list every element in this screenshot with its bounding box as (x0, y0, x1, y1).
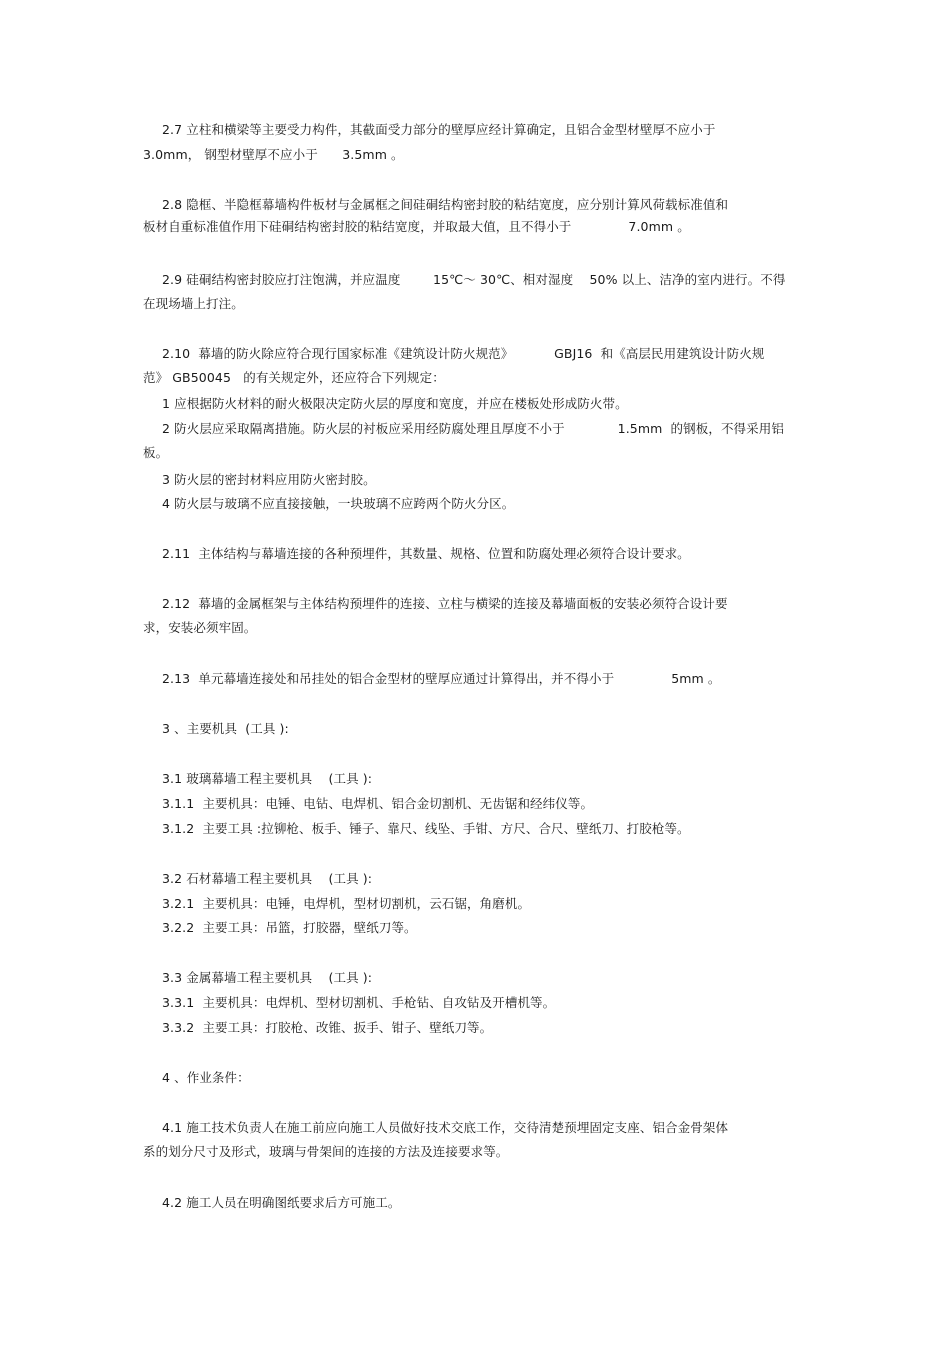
text-line: 2 防火层应采取隔离措施。防火层的衬板应采用经防腐处理且厚度不小于 1.5mm 的钢板，不得采用铝 (162, 421, 784, 436)
section-heading: 3 、主要机具 (工具 ): (162, 721, 289, 736)
text-line: 求，安装必须牢固。 (143, 620, 257, 635)
text-line: 3 防火层的密封材料应用防火密封胶。 (162, 472, 376, 487)
text-line: 4 防火层与玻璃不应直接接触，一块玻璃不应跨两个防火分区。 (162, 496, 515, 511)
text-line: 在现场墙上打注。 (143, 296, 244, 311)
text-line: 系的划分尺寸及形式，玻璃与骨架间的连接的方法及连接要求等。 (143, 1144, 509, 1159)
text-line: 2.13 单元幕墙连接处和吊挂处的铝合金型材的壁厚应通过计算得出，并不得小于 5mm 。 (162, 671, 721, 686)
text-line: 4.2 施工人员在明确图纸要求后方可施工。 (162, 1195, 401, 1210)
section-heading: 4 、作业条件： (162, 1070, 250, 1085)
text-line: 3.1.2 主要工具 :拉铆枪、板手、锤子、靠尺、线坠、手钳、方尺、合尺、壁纸刀、打胶枪等。 (162, 821, 690, 836)
text-line: 2.8 隐框、半隐框幕墙构件板材与金属框之间硅硐结构密封胶的粘结宽度，应分别计算风荷载标准值和 (162, 197, 729, 212)
text-line: 板。 (143, 445, 169, 460)
text-line: 3.0mm， 钢型材壁厚不应小于 3.5mm 。 (143, 147, 404, 162)
text-line: 2.11 主体结构与幕墙连接的各种预埋件，其数量、规格、位置和防腐处理必须符合设计要求。 (162, 546, 690, 561)
text-line: 3.2.2 主要工具：吊篮，打胶器，壁纸刀等。 (162, 920, 417, 935)
text-line: 3.1.1 主要机具：电锤、电钻、电焊机、铝合金切割机、无齿锯和经纬仪等。 (162, 796, 594, 811)
text-line: 范》 GB50045 的有关规定外，还应符合下列规定： (143, 370, 445, 385)
text-line: 4.1 施工技术负责人在施工前应向施工人员做好技术交底工作，交待清楚预埋固定支座、铝合金骨架体 (162, 1120, 729, 1135)
text-line: 2.12 幕墙的金属框架与主体结构预埋件的连接、立柱与横梁的连接及幕墙面板的安装必须符合设计要 (162, 596, 728, 611)
text-line: 板材自重标准值作用下硅硐结构密封胶的粘结宽度，并取最大值，且不得小于 7.0mm 。 (143, 219, 690, 234)
text-line: 3.3.1 主要机具：电焊机、型材切割机、手枪钻、自攻钻及开槽机等。 (162, 995, 556, 1010)
text-line: 2.10 幕墙的防火除应符合现行国家标准《建筑设计防火规范》 GBJ16 和《高层民用建筑设计防火规 (162, 346, 765, 361)
text-line: 3.2.1 主要机具：电锤，电焊机，型材切割机，云石锯，角磨机。 (162, 896, 531, 911)
text-line: 2.7 立柱和横梁等主要受力构件，其截面受力部分的壁厚应经计算确定，且铝合金型材壁厚不应小于 (162, 122, 716, 137)
text-line: 3.1 玻璃幕墙工程主要机具 (工具 ): (162, 771, 373, 786)
text-line: 3.3 金属幕墙工程主要机具 (工具 ): (162, 970, 373, 985)
text-line: 3.2 石材幕墙工程主要机具 (工具 ): (162, 871, 373, 886)
text-line: 2.9 硅硐结构密封胶应打注饱满，并应温度 15℃～ 30℃、相对湿度 50% 以上、洁净的室内进行。不得 (162, 272, 786, 287)
text-line: 3.3.2 主要工具：打胶枪、改锥、扳手、钳子、壁纸刀等。 (162, 1020, 493, 1035)
text-line: 1 应根据防火材料的耐火极限决定防火层的厚度和宽度，并应在楼板处形成防火带。 (162, 396, 628, 411)
